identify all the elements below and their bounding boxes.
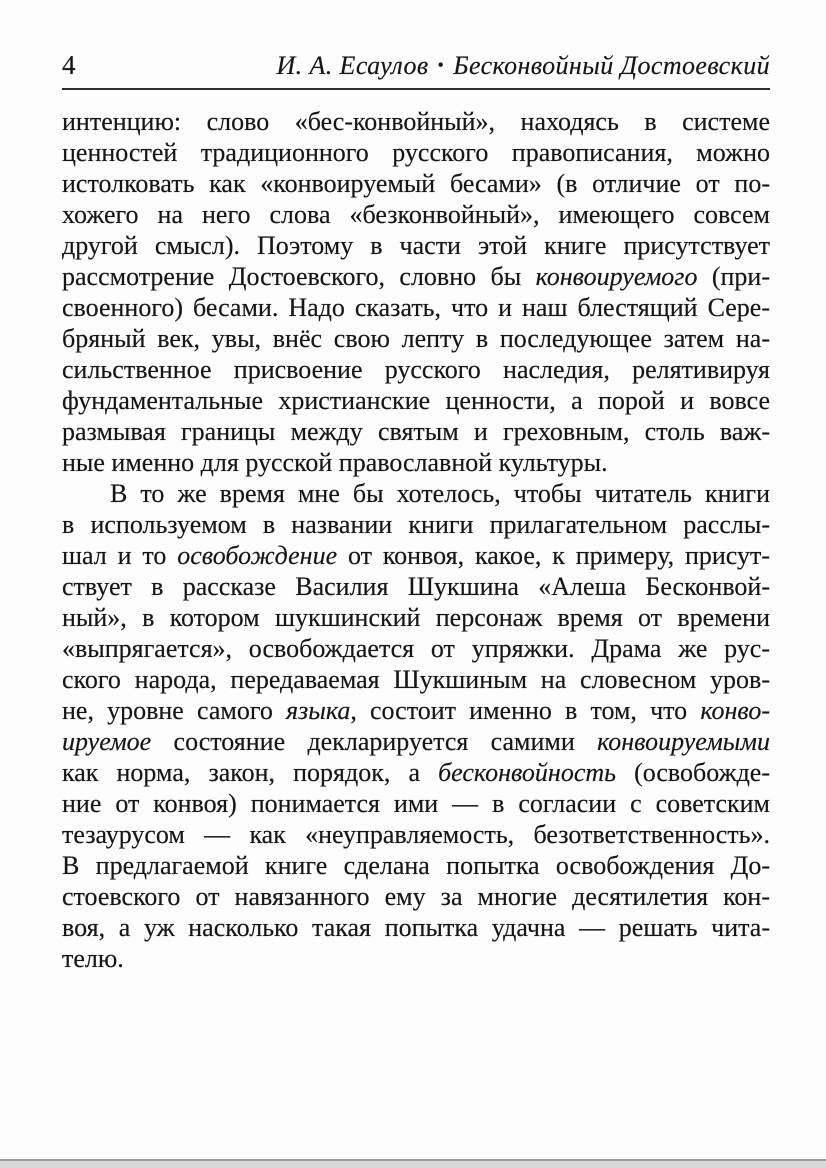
text-line: хожего на него слова «безконвойный», имеющего совсем bbox=[62, 200, 770, 229]
text-line: ского народа, передаваемая Шукшиным на словесном уров- bbox=[62, 665, 770, 694]
text-line: другой смысл). Поэтому в части этой книге присутствует bbox=[62, 231, 770, 260]
text-line: стоевского от навязанного ему за многие десятилетия кон- bbox=[62, 882, 770, 911]
text-line: ируемое состояние декларируется самими конвоируемыми bbox=[62, 727, 770, 756]
page-header bbox=[62, 0, 770, 90]
text-line: размывая границы между святым и греховным, столь важ- bbox=[62, 417, 770, 446]
bullet-separator-icon: • bbox=[437, 55, 445, 75]
body-text bbox=[62, 106, 770, 974]
text-line: «выпрягается», освобождается от упряжки. Драма же рус- bbox=[62, 634, 770, 663]
text-line: ный», в котором шукшинский персонаж время от времени bbox=[62, 603, 770, 632]
text-line: в используемом в названии книги прилагательном расслы- bbox=[62, 510, 770, 539]
text-line: ные именно для русской православной культуры. bbox=[62, 448, 608, 477]
text-line: телю. bbox=[62, 944, 124, 973]
text-line: сильственное присвоение русского наследия, релятивируя bbox=[62, 355, 770, 384]
page-bottom-edge bbox=[0, 1159, 826, 1168]
text-line: В предлагаемой книге сделана попытка освобождения До- bbox=[62, 851, 770, 880]
text-line: интенцию: слово «бес-конвойный», находясь в системе bbox=[62, 107, 770, 136]
text-line: шал и то освобождение от конвоя, какое, к примеру, присут- bbox=[62, 541, 770, 570]
running-title-book: Бесконвойный Достоевский bbox=[453, 51, 770, 80]
text-line: ние от конвоя) понимается ими — в согласии с советским bbox=[62, 789, 770, 818]
running-title-author: И. А. Есаулов bbox=[276, 51, 429, 80]
text-line: бряный век, увы, внёс свою лепту в последующее затем на- bbox=[62, 324, 770, 353]
text-line: не, уровне самого языка, состоит именно в том, что конво- bbox=[62, 696, 770, 725]
text-line: воя, а уж насколько такая попытка удачна — решать чита- bbox=[62, 913, 770, 942]
running-title bbox=[277, 52, 771, 82]
page-content bbox=[62, 0, 770, 974]
text-line: В то же время мне бы хотелось, чтобы читатель книги bbox=[110, 479, 770, 508]
text-line: своенного) бесами. Надо сказать, что и наш блестящий Сере- bbox=[62, 293, 770, 322]
page-number: 4 bbox=[62, 50, 76, 80]
text-line: фундаментальные христианские ценности, а порой и вовсе bbox=[62, 386, 770, 415]
text-line: ствует в рассказе Василия Шукшина «Алеша Бесконвой- bbox=[62, 572, 770, 601]
text-line: истолковать как «конвоируемый бесами» (в отличие от по- bbox=[62, 169, 770, 198]
text-line: тезаурусом — как «неуправляемость, безответственность». bbox=[62, 820, 770, 849]
text-line: ценностей традиционного русского правописания, можно bbox=[62, 138, 770, 167]
text-line: как норма, закон, порядок, а бесконвойность (освобожде- bbox=[62, 758, 770, 787]
text-line: рассмотрение Достоевского, словно бы конвоируемого (при- bbox=[62, 262, 770, 291]
